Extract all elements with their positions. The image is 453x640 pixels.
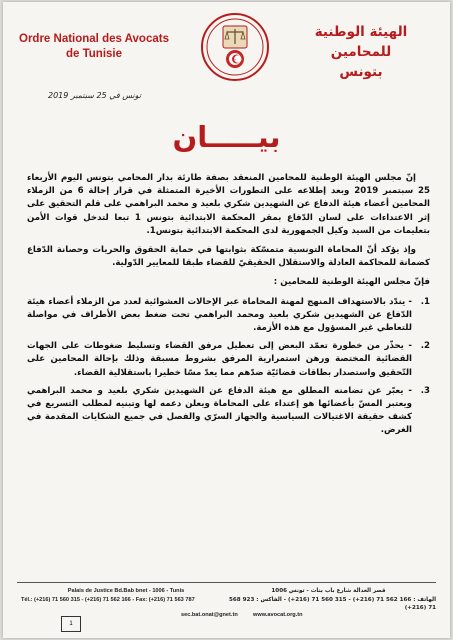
paragraph: إنّ مجلس الهيئة الوطنية للمحامين المنعقد بصفة طارئة بدار المحامي بتونس اليوم الأربعاء 25 سبتمبر 2019 وبعد إطلاعه على التطورات الأخيرة المتمثلة في قرار إحالة 6 من الزملاء المحامين أعضاء هيئة الدفاع عن الشهيدين شكري بلعيد و محمد البراهمي على قلم التحقيق على إثر الاعتداءات على لسان الدّفاع بمقر المحكمة الابتدائية بتونس 1 تبعا لتدخل قوات الأمن بتعليمات من السيد وكيل الجمهورية لدى المحكمة الابتدائية بتونس1. [27, 173, 431, 236]
header-french-line1: Ordre National des Avocats [19, 33, 169, 45]
resolution-item [27, 296, 430, 336]
resolution-item [27, 385, 430, 438]
footer-french-address: Palais de Justice Bd.Bab bnet - 1006 - Tunis [67, 588, 185, 594]
header-french-line2: de Tunisie [65, 48, 123, 60]
resolution-text: - يحذّر من خطورة تعمّد البعض إلى تعطيل مرفق القضاء وتسليط ضغوطات على الجهات القضائية المختصة ورهن استمرارية المرفق بشروط مسبقة وذلك بإحالة المحامين على التّحقيق واستصدار بطاقات قضائيّة ضدّهم مما يعدّ مسّا خطيرا باستقلالية القضاء. [27, 341, 412, 378]
header-arabic-line2: بتونس [339, 64, 383, 80]
resolution-text: - يندّد بالاستهداف المنهج لمهنة المحاماة عبر الإحالات العشوائية لعدد من الزملاء أعضاء هيئة الدّفاع عن الشهيدين شكري بلعيد ومحمد البراهمي تحت ضغط بعض الأطراف في مواصلة للتعاطي غير المسؤول مع هذه الأزمة. [27, 296, 412, 334]
paragraph: فإنّ مجلس الهيئة الوطنية للمحامين : [273, 277, 430, 288]
header-arabic-line1: الهيئة الوطنية للمحامين [314, 24, 408, 60]
page-number: 1 [61, 616, 81, 632]
resolution-number: 2. [420, 341, 430, 352]
footer-divider [17, 582, 436, 583]
footer-arabic-address: قصر العدالة شارع باب بنات - تونس 1006 [271, 588, 386, 594]
document-body [27, 172, 430, 443]
footer-french-phones: Tél.: (+216) 71 560 315 - (+216) 71 562 166 - Fax: (+216) 71 563 787 [21, 596, 195, 603]
footer-website: www.avocat.org.tn [253, 612, 303, 618]
footer-email: sec.bat.onat@gnet.tn [181, 612, 238, 618]
footer-arabic-phones: الهاتف : 166 562 71 (216+) - 315 560 71 (216+) - الفاكس : 923 568 71 (216+) [229, 596, 436, 611]
resolution-text: - يعبّر عن تضامنه المطلق مع هيئة الدفاع عن الشهيدين شكري بلعيد و محمد البراهمي ويعتبر المسّ بأعضائها هو إعتداء على المحاماة ويعلن دعمه لها وتبنيه لمطلب التسريع في كشف حقيقة الاغتيالات السياسية والجهاز السرّي والفصل في جميع الشكايات المقدمة في الغرض. [27, 385, 412, 436]
footer-french [21, 587, 231, 604]
document-date: تونس في 25 سبتمبر 2019 [48, 91, 141, 100]
resolution-item [27, 340, 430, 380]
footer-arabic [221, 587, 436, 613]
resolution-number: 1. [420, 296, 430, 307]
header-french [19, 32, 169, 62]
bar-association-logo-icon [199, 10, 271, 84]
resolution-number: 3. [420, 385, 430, 396]
header-arabic [286, 22, 436, 82]
document-page [3, 2, 450, 638]
paragraph: وإذ يؤكد أنّ المحاماة التونسية متمسّكة بثوابتها في حماية الحقوق والحريات وحصانة الدّفاع كضمانة للمحاكمة العادلة والاستقلال الحقيقيّ للقضاء طبقا للمعايير الدّولية. [27, 245, 430, 269]
document-title: بيـــــان [172, 120, 281, 154]
